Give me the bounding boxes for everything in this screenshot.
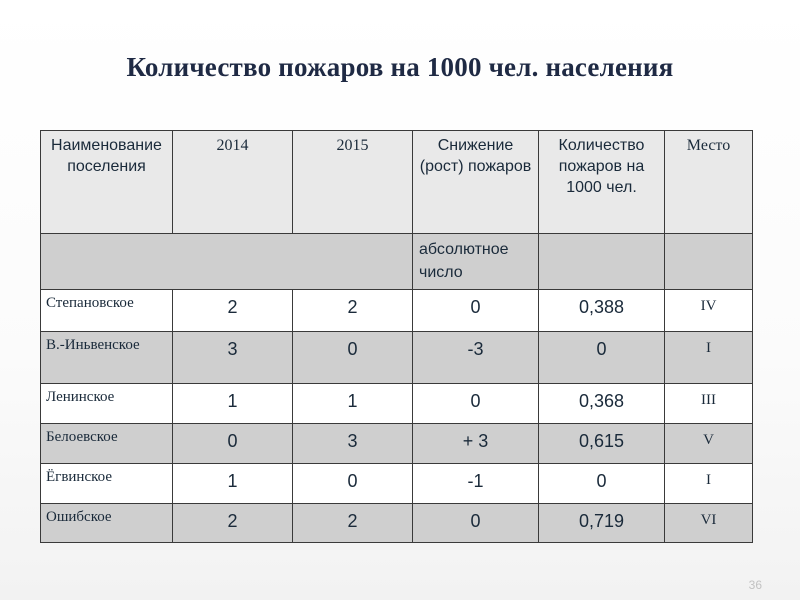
settlement-name: Ошибское [41,504,173,543]
fires-change: 0 [413,290,539,332]
header-year-2015: 2015 [293,131,413,234]
subheader-empty-3 [665,234,753,290]
table-row [41,464,753,504]
table-row [41,504,753,543]
fires-change: + 3 [413,424,539,464]
fires-table [40,130,753,543]
fires-change: -1 [413,464,539,504]
settlement-name: Ленинское [41,384,173,424]
fires-2014: 1 [173,464,293,504]
table-header-row [41,131,753,234]
settlement-name: Белоевское [41,424,173,464]
fires-per-1000: 0,388 [539,290,665,332]
fires-2015: 2 [293,290,413,332]
header-per-1000: Количество пожаров на 1000 чел. [539,131,665,234]
slide-title: Количество пожаров на 1000 чел. населения [126,52,674,82]
fires-2014: 1 [173,384,293,424]
fires-per-1000: 0,615 [539,424,665,464]
subheader-absolute-number: абсолютное число [413,234,539,290]
header-year-2014: 2014 [173,131,293,234]
place-rank: I [665,464,753,504]
fires-2015: 2 [293,504,413,543]
place-rank: IV [665,290,753,332]
place-rank: I [665,332,753,384]
fires-2015: 0 [293,464,413,504]
fires-2014: 2 [173,290,293,332]
fires-change: 0 [413,504,539,543]
fires-2015: 1 [293,384,413,424]
place-rank: III [665,384,753,424]
fires-2014: 3 [173,332,293,384]
table-row [41,384,753,424]
fires-per-1000: 0 [539,332,665,384]
fires-2015: 3 [293,424,413,464]
header-settlement-name: Наименование поселения [41,131,173,234]
fires-per-1000: 0 [539,464,665,504]
header-place: Место [665,131,753,234]
fires-2015: 0 [293,332,413,384]
settlement-name: В.-Иньвенское [41,332,173,384]
table-row [41,424,753,464]
settlement-name: Ёгвинское [41,464,173,504]
fires-2014: 2 [173,504,293,543]
table-subheader-row [41,234,753,290]
fires-per-1000: 0,719 [539,504,665,543]
fires-change: -3 [413,332,539,384]
subheader-empty-2 [539,234,665,290]
subheader-empty [41,234,413,290]
fires-per-1000: 0,368 [539,384,665,424]
fires-change: 0 [413,384,539,424]
table-row [41,332,753,384]
place-rank: VI [665,504,753,543]
settlement-name: Степановское [41,290,173,332]
table-row [41,290,753,332]
page-number: 36 [748,578,762,592]
place-rank: V [665,424,753,464]
header-change: Снижение (рост) пожаров [413,131,539,234]
fires-2014: 0 [173,424,293,464]
